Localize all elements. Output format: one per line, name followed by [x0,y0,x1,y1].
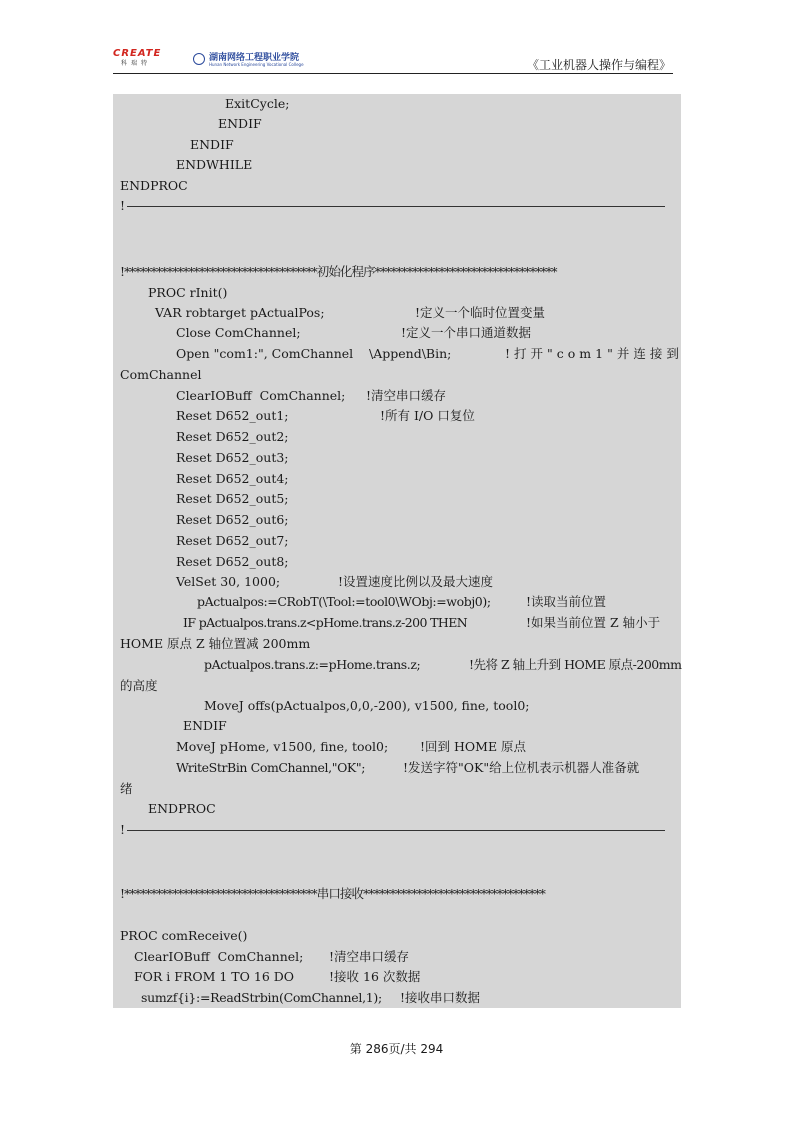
code-text: sumzf{i}:=ReadStrbin(ComChannel,1); [141,990,382,1005]
code-line [113,696,681,716]
code-comment: !设置速度比例以及最大速度 [338,574,494,589]
code-line [113,967,681,987]
code-line [113,988,681,1008]
code-text: WriteStrBin ComChannel,"OK"; [176,760,366,775]
code-line [113,176,681,196]
code-text: ! [120,822,126,837]
code-line [113,427,681,447]
code-separator [113,196,681,216]
code-line [113,634,681,654]
code-text: ENDIF [183,718,227,733]
code-line [113,283,681,303]
code-text: 的高度 [120,678,158,693]
dash-rule [127,206,665,207]
code-line [113,716,681,736]
code-line [113,303,681,323]
code-text: ClearIOBuff ComChannel; [134,949,304,964]
code-comment: !先将 Z 轴上升到 HOME 原点-200mm [469,657,682,672]
school-name: 湖南网络工程职业学院 [209,53,300,63]
code-line [113,799,681,819]
code-comment: !发送字符"OK"给上位机表示机器人准备就 [403,760,640,775]
code-line [113,613,681,633]
code-line [113,406,681,426]
create-logo [113,48,185,72]
code-comment: !接收 16 次数据 [329,969,421,984]
code-comment: !读取当前位置 [526,594,607,609]
code-comment: !所有 I/O 口复位 [380,408,475,423]
code-comment: !回到 HOME 原点 [420,739,527,754]
code-text: ENDWHILE [176,157,253,172]
code-line [113,779,681,799]
code-line [113,323,681,343]
code-comment: !定义一个临时位置变量 [415,305,546,320]
code-text: pActualpos.trans.z:=pHome.trans.z; [204,657,421,672]
code-text: !************************************串口接收********************************** [120,886,546,901]
code-comment-banner [113,884,681,904]
code-line [113,135,681,155]
code-text: 绪 [120,781,133,796]
code-line [113,655,681,675]
code-line [113,552,681,572]
code-text: ExitCycle; [225,96,290,111]
code-line [113,758,681,778]
code-line [113,592,681,612]
code-text: MoveJ pHome, v1500, fine, tool0; [176,739,389,754]
code-text: Close ComChannel; [176,325,301,340]
code-text: Reset D652_out8; [176,554,289,569]
code-line [113,676,681,696]
code-text: ClearIOBuff ComChannel; [176,388,346,403]
code-text: Reset D652_out3; [176,450,289,465]
code-text: MoveJ offs(pActualpos,0,0,-200), v1500, fine, tool0; [204,698,530,713]
code-line [113,489,681,509]
code-comment: !清空串口缓存 [329,949,410,964]
code-text: \Append\Bin; [369,346,452,361]
code-line [113,947,681,967]
code-comment: !打开"com1"并连接到 [505,346,683,361]
header-divider [113,73,673,74]
code-text: ENDIF [218,116,262,131]
code-text: Reset D652_out7; [176,533,289,548]
code-line [113,114,681,134]
logo-brand-subtext: 科瑞特 [121,60,152,67]
school-seal-icon [193,53,205,65]
code-line [113,737,681,757]
code-text: pActualpos:=CRobT(\Tool:=tool0\WObj:=wobj0); [197,594,491,609]
code-text: ENDIF [190,137,234,152]
code-text: Open "com1:", ComChannel [176,346,354,361]
code-text: PROC comReceive() [120,928,248,943]
code-comment: !如果当前位置 Z 轴小于 [526,615,661,630]
code-line [113,926,681,946]
code-text: ! [120,198,126,213]
code-text: ENDPROC [120,178,188,193]
code-text: HOME 原点 Z 轴位置减 200mm [120,636,311,651]
code-text: ENDPROC [148,801,216,816]
code-line [113,572,681,592]
code-text: Reset D652_out4; [176,471,289,486]
code-line [113,469,681,489]
page-number: 第 286页/共 294 [349,1042,444,1056]
logo-brand-text: CREATE [113,48,162,59]
page-header [113,48,673,74]
code-line [113,386,681,406]
code-text: VAR robtarget pActualPos; [155,305,325,320]
code-text: ComChannel [120,367,202,382]
code-line [113,94,681,114]
code-comment: !清空串口缓存 [366,388,447,403]
code-line [113,155,681,175]
code-text: Reset D652_out5; [176,491,289,506]
code-line [113,365,681,385]
code-comment: !定义一个串口通道数据 [401,325,532,340]
code-line [113,510,681,530]
school-logo [193,50,373,72]
dash-rule [127,830,665,831]
code-text: Reset D652_out6; [176,512,289,527]
code-text: FOR i FROM 1 TO 16 DO [134,969,295,984]
code-text: Reset D652_out2; [176,429,289,444]
code-text: PROC rInit() [148,285,228,300]
code-line [113,344,681,364]
book-title: 《工业机器人操作与编程》 [526,58,671,72]
code-separator [113,820,681,840]
code-text: !************************************初始化程序********************************** [120,264,557,279]
code-line [113,531,681,551]
code-text: VelSet 30, 1000; [176,574,281,589]
code-line [113,448,681,468]
code-listing [113,94,681,1008]
school-subname: Hunan Network Engineering Vocational College [209,62,304,67]
code-comment: !接收串口数据 [400,990,481,1005]
code-comment-banner [113,262,681,282]
code-text: Reset D652_out1; [176,408,289,423]
code-text: IF pActualpos.trans.z<pHome.trans.z-200 THEN [183,615,468,630]
